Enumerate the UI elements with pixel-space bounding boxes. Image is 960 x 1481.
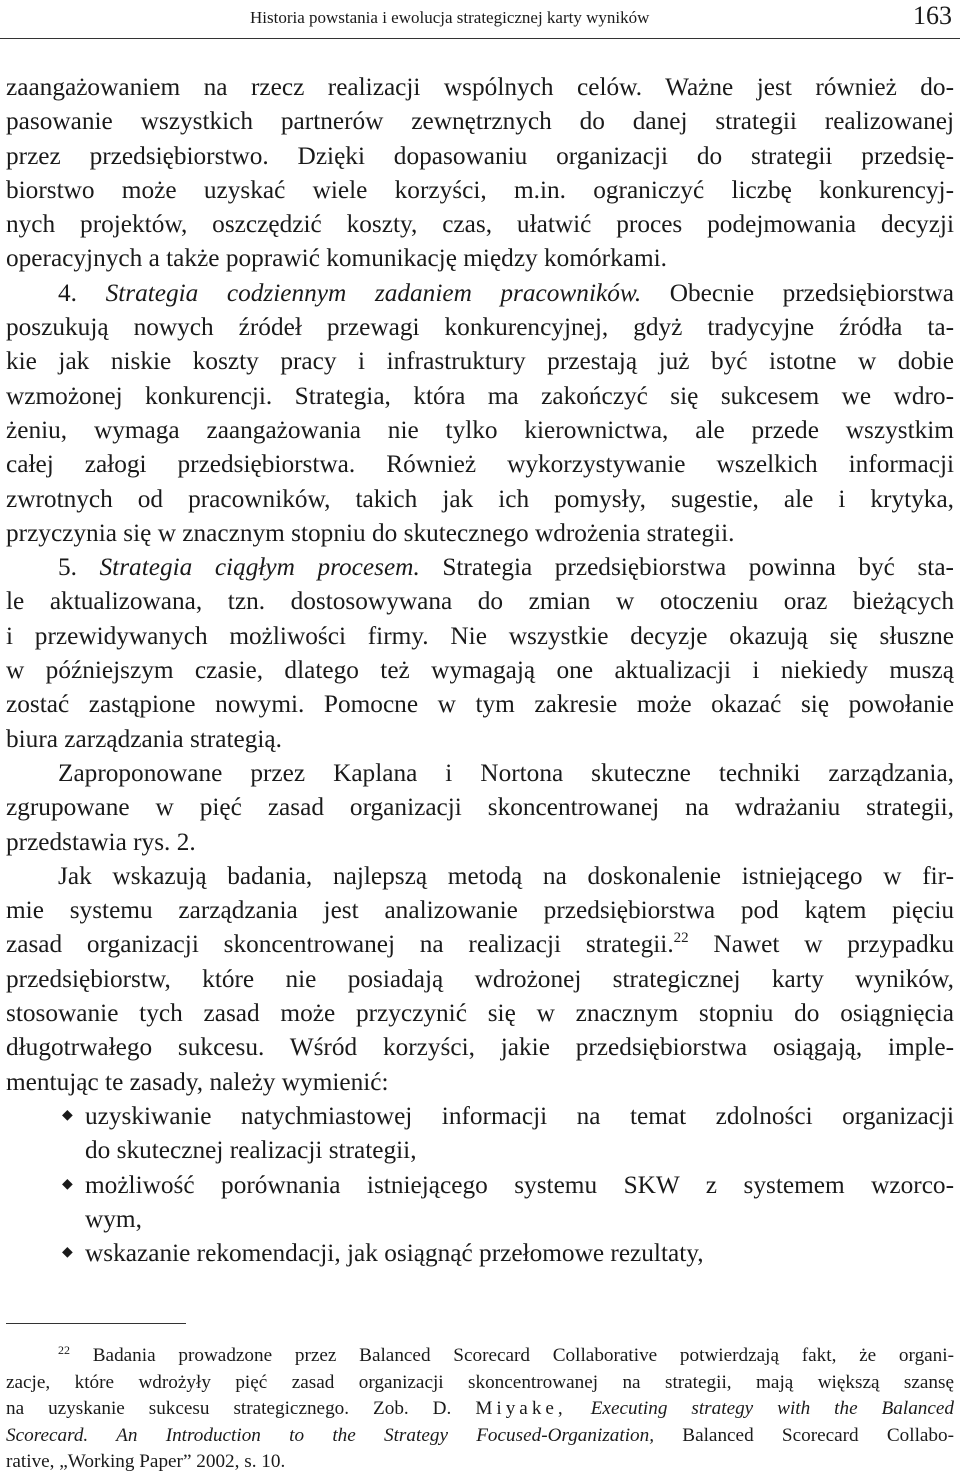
page-number: 163 — [913, 1, 952, 30]
text-line: biura zarządzania strategią. — [6, 724, 282, 753]
footnote-line — [6, 1396, 954, 1423]
bullet-item — [6, 1168, 954, 1202]
text-line: biorstwo może uzyskać wiele korzyści, m.in. ograniczyć liczbę konkurencyj- — [6, 175, 954, 204]
list-number: 4. — [58, 278, 77, 307]
text-line — [6, 927, 954, 961]
text-line: i przewidywanych możliwości firmy. Nie wszystkie decyzje okazują się słuszne — [6, 621, 954, 650]
running-header — [0, 0, 960, 39]
bullet-continuation: do skutecznej realizacji strategii, — [85, 1136, 417, 1165]
text-line: zwrotnych od pracowników, takich jak ich pomysły, sugestie, ale i krytyka, — [6, 484, 954, 513]
footnote-line: rative, „Working Paper” 2002, s. 10. — [6, 1451, 286, 1473]
text-line: pasowanie wszystkich partnerów zewnętrznych do danej strategii realizowanej — [6, 107, 954, 136]
bullet-continuation: wym, — [85, 1204, 142, 1233]
text-line: zostać zastąpione nowymi. Pomocne w tym zakresie może okazać się powołanie — [6, 690, 954, 719]
text-segment: Obecnie przedsiębiorstwa — [669, 278, 954, 307]
text-line: przedsiębiorstw, które nie posiadają wdrożonej strategicznej karty wyników, — [6, 964, 954, 993]
bullet-diamond-icon: ◆ — [62, 1245, 73, 1261]
text-line: le aktualizowana, tzn. dostosowywana do zmian w otoczeniu oraz bieżących — [6, 587, 954, 616]
text-line: mie systemu zarządzania jest analizowanie przedsiębiorstwa pod kątem pięciu — [6, 896, 954, 925]
text-line: zaangażowaniem na rzecz realizacji wspólnych celów. Ważne jest również do- — [6, 73, 954, 101]
bullet-diamond-icon: ◆ — [62, 1176, 73, 1192]
text-segment: Nawet w przypadku — [713, 930, 954, 959]
text-segment: Balanced Scorecard Collabo- — [682, 1424, 954, 1446]
footnote-separator — [6, 1323, 186, 1324]
italic-heading: Strategia ciągłym procesem. — [99, 553, 420, 582]
text-segment: Strategia przedsiębiorstwa powinna być sta- — [442, 553, 954, 582]
text-line: przez przedsiębiorstwo. Dzięki dopasowaniu organizacji do strategii przedsię- — [6, 141, 954, 170]
body-text — [6, 70, 954, 1270]
text-line: nych projektów, oszczędzić koszty, czas, ułatwić proces podejmowania decyzji — [6, 210, 954, 239]
text-line: kie jak niskie koszty pracy i infrastruktury przestają już być istotne w dobie — [6, 347, 954, 376]
footnote — [6, 1343, 954, 1476]
text-line: zgrupowane w pięć zasad organizacji skoncentrowanej na wdrażaniu strategii, — [6, 793, 954, 822]
text-line: Jak wskazują badania, najlepszą metodą na doskonalenie istniejącego w fir- — [58, 861, 954, 890]
bullet-item — [6, 1099, 954, 1133]
text-line — [6, 550, 954, 584]
footnote-line — [6, 1423, 954, 1450]
text-line: stosowanie tych zasad może przyczynić się w znacznym stopniu do osiągnięcia — [6, 999, 954, 1028]
text-line: wzmożonej konkurencji. Strategia, która ma zakończyć się sukcesem we wdro- — [6, 381, 954, 410]
text-line: żeniu, wymaga zaangażowania nie tylko kierownictwa, ale przede wszystkim — [6, 415, 954, 444]
author-name: Miyake, — [475, 1398, 567, 1420]
bullet-diamond-icon: ◆ — [62, 1107, 73, 1123]
footnote-number: 22 — [58, 1343, 70, 1357]
bullet-text: wskazanie rekomendacji, jak osiągnąć przełomowe rezultaty, — [85, 1239, 704, 1268]
list-number: 5. — [58, 553, 77, 582]
italic-heading: Strategia codziennym zadaniem pracowników. — [105, 278, 642, 307]
text-line: w późniejszym czasie, dlatego też wymagają one aktualizacji i niekiedy muszą — [6, 656, 954, 685]
italic-title: Executing strategy with the Balanced — [590, 1398, 954, 1420]
text-line: Zaproponowane przez Kaplana i Nortona skuteczne techniki zarządzania, — [58, 758, 954, 787]
bullet-text: możliwość porównania istniejącego systemu SKW z systemem wzorco- — [85, 1170, 954, 1199]
italic-title: Scorecard. An Introduction to the Strategy Focused-Organization, — [6, 1424, 655, 1446]
footnote-reference[interactable]: 22 — [673, 930, 689, 947]
footnote-line — [6, 1343, 954, 1370]
text-segment: na uzyskanie sukcesu strategicznego. Zob. D. — [6, 1398, 452, 1420]
bullet-text: uzyskiwanie natychmiastowej informacji na temat zdolności organizacji — [85, 1101, 954, 1130]
bullet-item — [6, 1236, 954, 1270]
text-line: przedstawia rys. 2. — [6, 827, 196, 856]
text-segment: Badania prowadzone przez Balanced Scorecard Collaborative potwierdzają fakt, że organi- — [92, 1345, 954, 1366]
footnote-line: zacje, które wdrożyły pięć zasad organizacji skoncentrowanej na strategii, mają większą szansę — [6, 1371, 954, 1393]
text-line: operacyjnych a także poprawić komunikację między komórkami. — [6, 244, 667, 273]
running-title: Historia powstania i ewolucja strategicznej karty wyników — [250, 8, 650, 27]
text-line: przyczynia się w znacznym stopniu do skutecznego wdrożenia strategii. — [6, 518, 735, 547]
text-line: mentując te zasady, należy wymienić: — [6, 1067, 389, 1096]
text-line: całej załogi przedsiębiorstwa. Również wykorzystywanie wszelkich informacji — [6, 450, 954, 479]
text-line: poszukują nowych źródeł przewagi konkurencyjnej, gdyż tradycyjne źródła ta- — [6, 313, 954, 342]
text-line — [6, 276, 954, 310]
text-line: długotrwałego sukcesu. Wśród korzyści, jakie przedsiębiorstwa osiągają, imple- — [6, 1033, 954, 1062]
text-segment: zasad organizacji skoncentrowanej na realizacji strategii. — [6, 930, 674, 959]
